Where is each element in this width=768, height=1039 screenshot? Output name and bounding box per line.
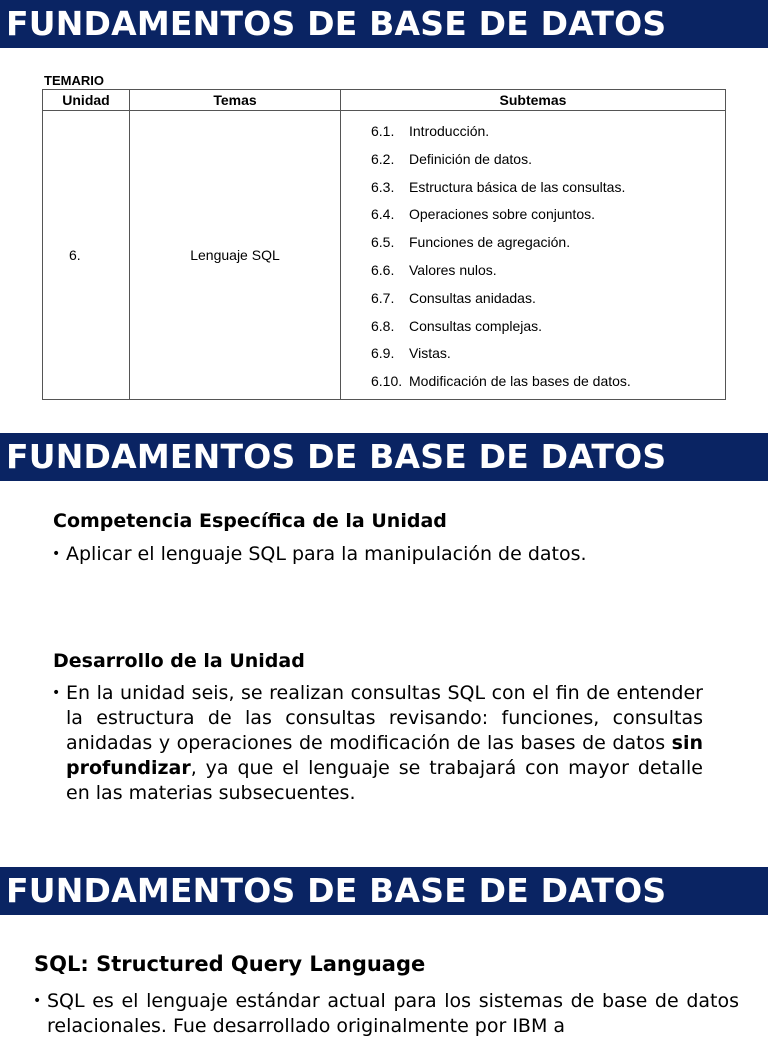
list-item xyxy=(341,260,725,288)
subtema-text: Modificación de las bases de datos. xyxy=(409,373,631,390)
list-item xyxy=(341,288,725,316)
bullet-dot: • xyxy=(52,685,61,701)
subtema-number: 6.2. xyxy=(371,150,395,167)
bullet-dot: • xyxy=(33,993,42,1009)
temario-label: TEMARIO xyxy=(44,73,104,88)
subtemas-cell xyxy=(341,111,726,400)
subtema-text: Valores nulos. xyxy=(409,261,497,278)
list-item xyxy=(341,121,725,149)
list-item xyxy=(341,371,725,399)
bullet-dot: • xyxy=(52,546,61,562)
desarrollo-text-post: , ya que el lenguaje se trabajará con mayor detalle en las materias subsecuentes. xyxy=(66,757,703,804)
subtema-number: 6.6. xyxy=(371,261,395,278)
list-item xyxy=(341,343,725,371)
list-item xyxy=(341,177,725,205)
header-temas: Temas xyxy=(130,90,341,111)
header-unidad: Unidad xyxy=(43,90,130,111)
desarrollo-text-pre: En la unidad seis, se realizan consultas SQL con el fin de entender la estructura de las consultas revisando: funciones, consultas anidadas y operaciones de modificación de las bases de datos xyxy=(66,682,703,754)
subtema-number: 6.8. xyxy=(371,317,395,334)
slide3-banner: FUNDAMENTOS DE BASE DE DATOS xyxy=(0,867,768,915)
list-item xyxy=(341,232,725,260)
subtema-text: Vistas. xyxy=(409,345,451,362)
competencia-bullet xyxy=(52,542,706,567)
competencia-heading: Competencia Específica de la Unidad xyxy=(53,510,447,532)
header-subtemas: Subtemas xyxy=(341,90,726,111)
temario-table xyxy=(42,89,726,400)
table-header-row xyxy=(43,90,726,111)
subtema-number: 6.10. xyxy=(371,373,403,390)
subtema-text: Estructura básica de las consultas. xyxy=(409,178,626,195)
subtema-text: Consultas complejas. xyxy=(409,317,543,334)
subtema-text: Operaciones sobre conjuntos. xyxy=(409,206,595,223)
list-item xyxy=(341,316,725,344)
list-item xyxy=(341,149,725,177)
subtema-number: 6.1. xyxy=(371,123,395,139)
competencia-text: Aplicar el lenguaje SQL para la manipulación de datos. xyxy=(66,543,587,565)
subtema-number: 6.3. xyxy=(371,178,395,195)
slide1-banner: FUNDAMENTOS DE BASE DE DATOS xyxy=(0,0,768,48)
subtema-text: Consultas anidadas. xyxy=(409,289,536,306)
sql-text: SQL es el lenguaje estándar actual para los sistemas de base de datos relacionales. Fue desarrollado originalmente por IBM a xyxy=(47,990,739,1037)
subtema-text: Funciones de agregación. xyxy=(409,234,571,251)
table-row xyxy=(43,111,726,400)
desarrollo-heading: Desarrollo de la Unidad xyxy=(53,650,305,672)
subtema-text: Definición de datos. xyxy=(409,150,532,167)
subtemas-list xyxy=(341,121,725,399)
unidad-cell: 6. xyxy=(43,111,130,400)
desarrollo-bullet xyxy=(52,681,703,806)
sql-heading: SQL: Structured Query Language xyxy=(34,952,426,976)
list-item xyxy=(341,204,725,232)
subtema-number: 6.5. xyxy=(371,234,395,251)
desarrollo-text-bold: sin profundizar xyxy=(66,732,703,779)
tema-cell: Lenguaje SQL xyxy=(130,111,341,400)
subtema-number: 6.9. xyxy=(371,345,395,362)
subtema-text: Introducción. xyxy=(409,123,490,139)
slide2-banner: FUNDAMENTOS DE BASE DE DATOS xyxy=(0,433,768,481)
sql-bullet xyxy=(33,989,739,1039)
subtema-number: 6.4. xyxy=(371,206,395,223)
subtema-number: 6.7. xyxy=(371,289,395,306)
